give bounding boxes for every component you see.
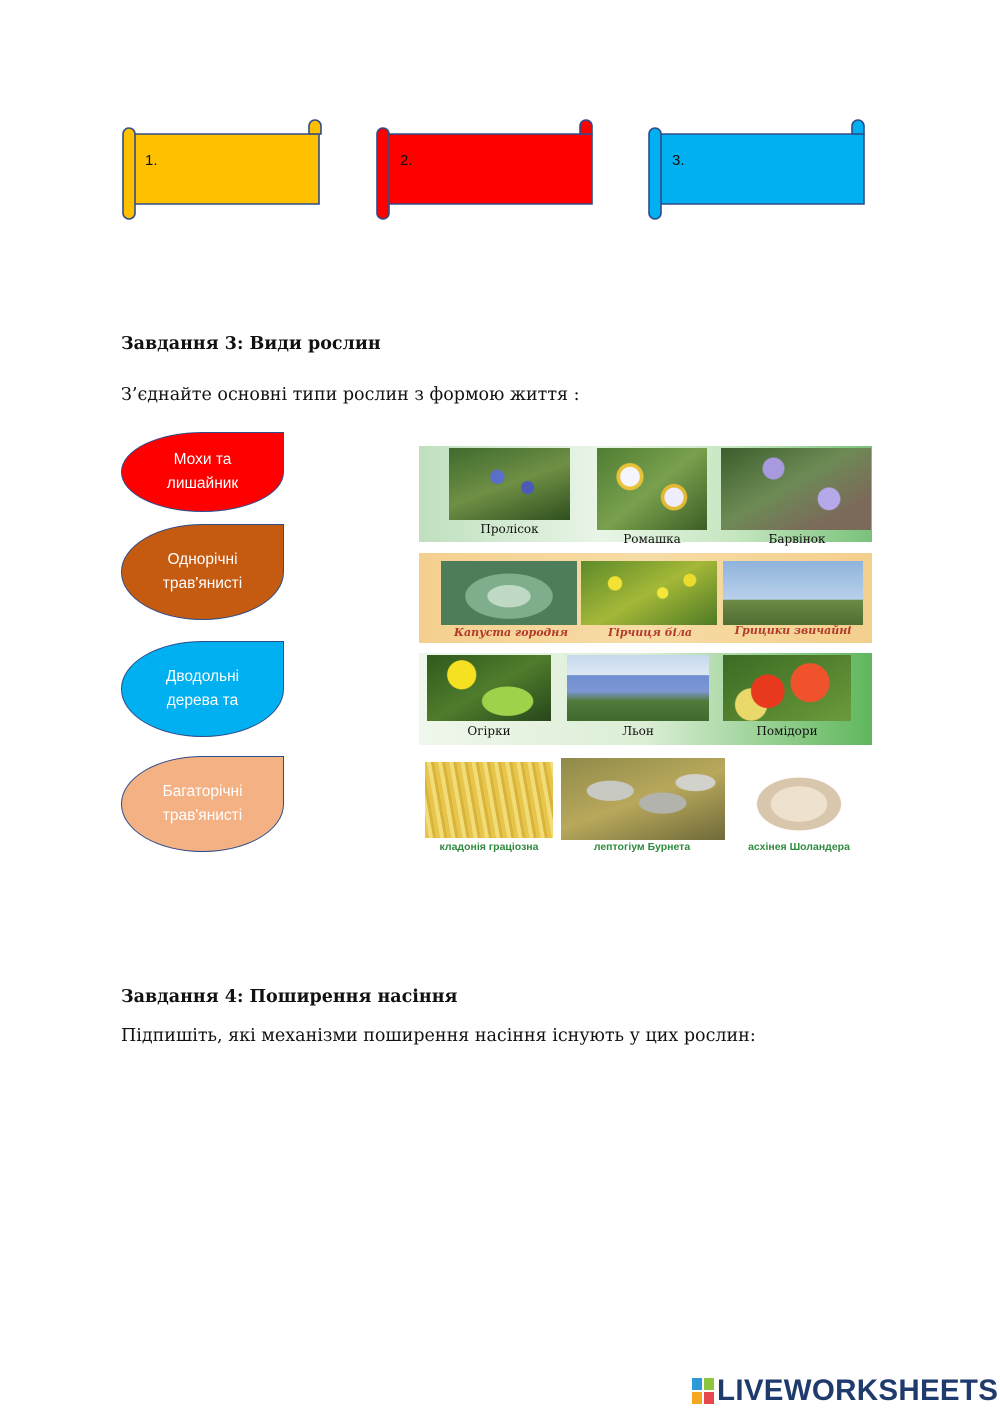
task3-instruction: З’єднайте основні типи рослин з формою життя :: [121, 385, 580, 405]
scroll-label: 3.: [672, 152, 685, 169]
task3-heading: Завдання 3: Види рослин: [121, 334, 381, 354]
caption-askhineia: асхінея Шоландера: [748, 841, 850, 853]
caption-ohirky: Огірки: [467, 724, 511, 738]
photo-leptogium: [561, 758, 725, 840]
shape-annual-herbs[interactable]: [121, 524, 284, 620]
logo-text: LIVEWORKSHEETS: [717, 1374, 999, 1407]
task4-instruction: Підпишіть, які механізми поширення насіння існують у цих рослин:: [121, 1026, 756, 1046]
photo-cladonia: [425, 762, 553, 838]
caption-hrytsyky: Грицики звичайні: [734, 624, 852, 637]
scroll-label: 1.: [145, 152, 158, 169]
photo-chamomile: [597, 448, 707, 530]
photo-cucumber: [427, 655, 551, 721]
photo-flax: [567, 655, 709, 721]
photo-tomatoes: [723, 655, 851, 721]
caption-romashka: Ромашка: [623, 532, 681, 546]
scroll-shape: [374, 118, 596, 220]
photo-periwinkle: [721, 448, 871, 530]
shape-mosses-lichens[interactable]: [121, 432, 284, 512]
caption-lon: Льон: [622, 724, 654, 738]
collage-row-3: [419, 653, 872, 745]
scroll-shape: [646, 118, 868, 220]
scroll-banner-1: [119, 118, 324, 218]
task4-heading: Завдання 4: Поширення насіння: [121, 987, 458, 1007]
caption-leptohium: лептогіум Бурнета: [593, 841, 691, 853]
liveworksheets-logo-icon: [692, 1378, 714, 1404]
caption-kapusta: Капуста городня: [454, 626, 568, 639]
scroll-banner-2: [374, 118, 579, 218]
caption-barvinok: Барвінок: [768, 532, 826, 546]
caption-kladoniia: кладонія граціозна: [439, 841, 539, 853]
shape-label: Мохи та лишайник: [166, 451, 239, 492]
shape-perennial-herbs[interactable]: [121, 756, 284, 852]
collage-row-2: [419, 553, 872, 643]
scroll-label: 2.: [400, 152, 413, 169]
photo-aschinea: [729, 760, 869, 840]
photo-scilla: [449, 448, 570, 520]
photo-shepherds-purse: [723, 561, 863, 625]
scroll-shape: [119, 118, 324, 220]
caption-pomidory: Помідори: [756, 724, 818, 738]
shape-label: Дводольні дерева та: [165, 668, 240, 709]
collage-row-1: [419, 446, 872, 546]
photo-mustard: [581, 561, 717, 625]
shape-dicot-trees[interactable]: [121, 641, 284, 737]
shape-label: Багаторічні трав'янисті: [162, 783, 243, 824]
scroll-banner-3: [646, 118, 851, 218]
shape-label: Однорічні трав'янисті: [162, 551, 243, 592]
caption-hirchytsia: Гірчиця біла: [607, 626, 693, 639]
photo-cabbage: [441, 561, 577, 625]
caption-prolisok: Пролісок: [480, 522, 539, 536]
liveworksheets-logo: [692, 1374, 999, 1408]
collage-row-4: [419, 754, 872, 856]
